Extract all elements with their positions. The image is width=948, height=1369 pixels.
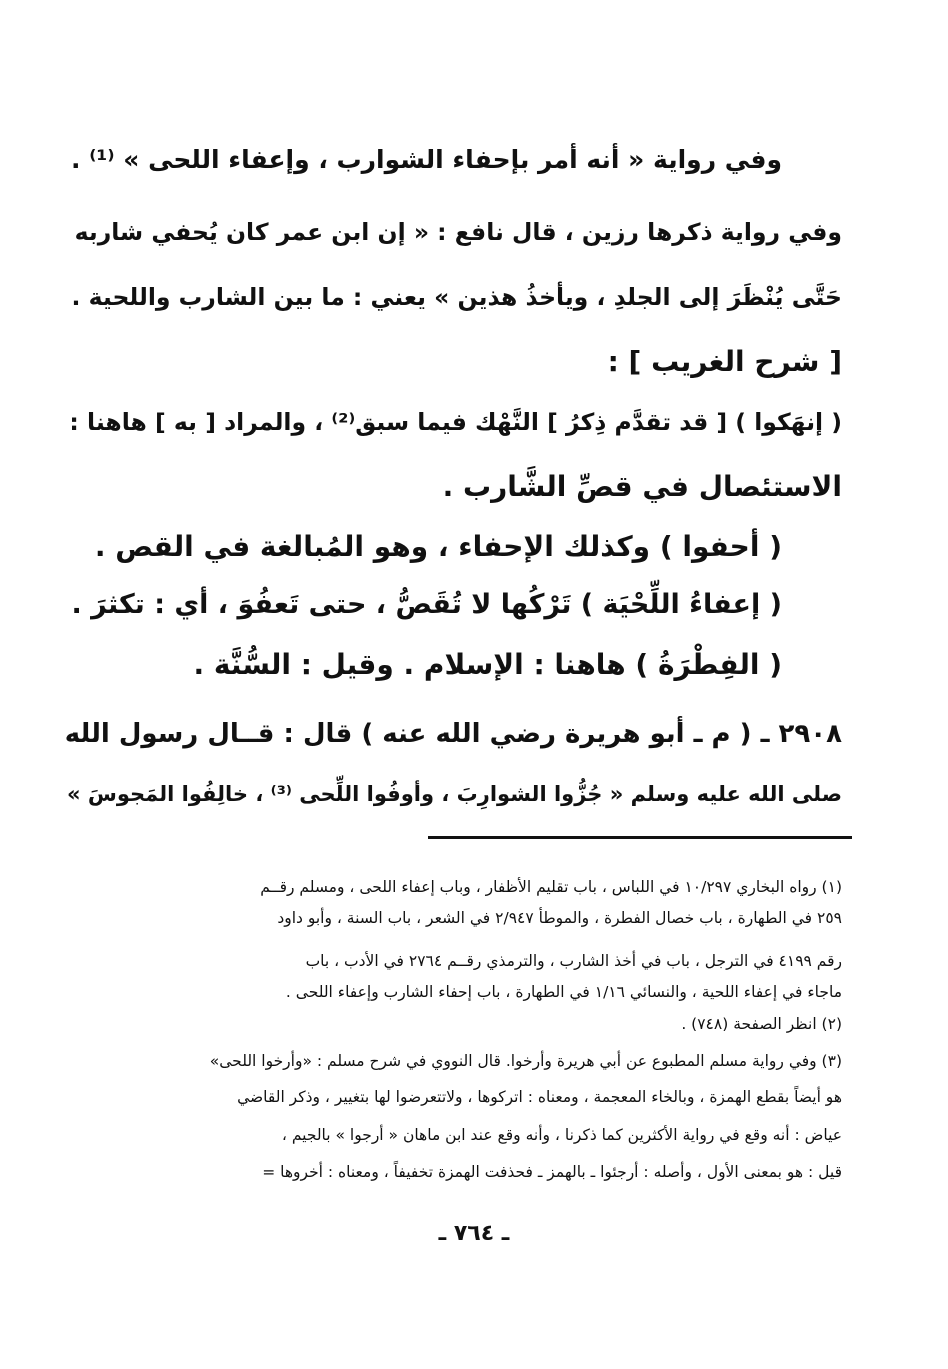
footnote-3-line-3: عياض : أنه وقع في رواية الأكثرين كما ذكرنا ، وأنه وقع عند ابن ماهان « أرجوا » بالجيم ، [281, 1126, 842, 1144]
body-line-7: ( أحفوا ) وكذلك الإحفاء ، وهو المُبالغة في القص . [94, 530, 782, 563]
hadith-2908-line-1: ٢٩٠٨ ـ ( م ـ أبو هريرة رضي الله عنه ) قال : قــال رسول الله [64, 719, 842, 749]
footnote-1-line-4: ماجاء في إعفاء اللحية ، والنسائي ١/١٦ في الطهارة ، باب إحفاء الشارب وإعفاء اللحى . [285, 983, 842, 1001]
body-line-5: ( إنهَكوا ) [ قد تقدَّم ذِكرُ ] النَّهْك فيما سبق⁽²⁾ ، والمراد [ به ] هاهنا : [69, 408, 842, 436]
body-line-1: وفي رواية « أنه أمر بإحفاء الشوارب ، وإعفاء اللحى » ⁽¹⁾ . [71, 145, 782, 174]
page-number: ـ ٧٦٤ ـ [438, 1221, 510, 1246]
body-line-2: وفي رواية ذكرها رزين ، قال نافع : « إن ابن عمر كان يُحفي شاربه [74, 218, 842, 246]
footnote-1-line-1: (١) رواه البخاري ١٠/٢٩٧ في اللباس ، باب تقليم الأظفار ، وباب إعفاء اللحى ، ومسلم رقــم [260, 878, 842, 896]
body-line-6: الاستئصال في قصِّ الشَّارب . [442, 470, 842, 503]
footnote-1-line-2: ٢٥٩ في الطهارة ، باب خصال الفطرة ، والموطأ ٢/٩٤٧ في الشعر ، باب السنة ، وأبو داود [277, 909, 842, 927]
footnote-1-line-3: رقم ٤١٩٩ في الترجل ، باب في أخذ الشارب ، والترمذي رقــم ٢٧٦٤ في الأدب ، باب [305, 952, 842, 970]
body-line-9: ( الفِطْرَةُ ) هاهنا : الإسلام . وقيل : السُّنَّة . [193, 648, 782, 681]
footnote-3-line-2: هو أيضاً بقطع الهمزة ، وبالخاء المعجمة ، ومعناه : اتركوها ، ولاتتعرضوا لها بتغيير ، وذكر القاضي [237, 1088, 842, 1106]
section-heading-sharh-al-gharib: [ شرح الغريب ] : [607, 345, 842, 378]
footnote-2: (٢) انظر الصفحة (٧٤٨) . [681, 1015, 842, 1033]
hadith-2908-line-2: صلى الله عليه وسلم « جُزُّوا الشوارِبَ ، وأوفُوا اللِّحى ⁽³⁾ ، خالِفُوا المَجوسَ » [67, 782, 842, 806]
body-line-3: حَتَّى يُنْظَرَ إلى الجلدِ ، ويأخذُ هذين » يعني : ما بين الشارب واللحية . [71, 283, 842, 311]
footnote-3-line-1: (٣) وفي رواية مسلم المطبوع عن أبي هريرة وأرخوا. قال النووي في شرح مسلم : «وأرخوا اللحى» [209, 1052, 842, 1070]
body-line-8: ( إعفاءُ اللِّحْيَة ) تَرْكُها لا تُقَصُّ ، حتى تَعفُوَ ، أي : تكثرَ . [71, 589, 782, 620]
footnote-separator-rule [428, 836, 852, 839]
footnote-3-line-4: قيل : هو بمعنى الأول ، وأصله : أرجئوا ـ بالهمز ـ فحذفت الهمزة تخفيفاً ، ومعناه : أخروها = [262, 1163, 842, 1181]
